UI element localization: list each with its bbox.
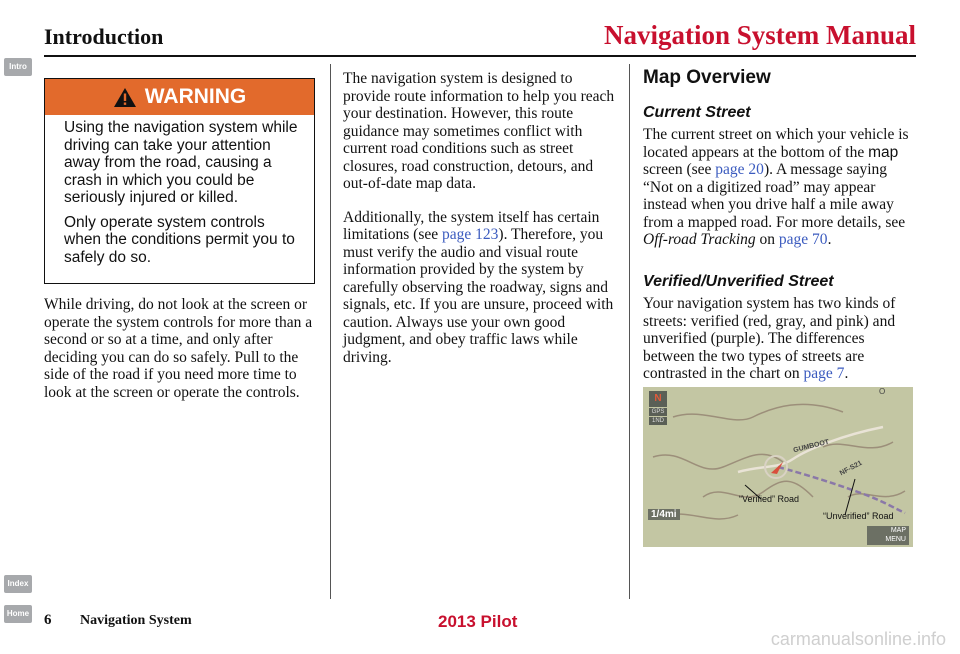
section-heading: Map Overview [643, 67, 771, 88]
home-tab[interactable]: Home [4, 605, 32, 623]
warning-box [44, 78, 315, 284]
road-name: GUMBOOT [792, 438, 830, 455]
warning-header [45, 79, 314, 115]
intro-tab[interactable]: Intro [4, 58, 32, 76]
section-title: Introduction [44, 24, 164, 49]
footer-title: Navigation System [80, 613, 192, 628]
header-divider [44, 55, 916, 57]
model-label: 2013 Pilot [438, 612, 518, 631]
gps-badge: GPS [649, 408, 667, 416]
paragraph: Your navigation system has two kinds of streets: verified (red, gray, and pink) and unverified (purple). The differences between the two types of streets are contrasted in the chart on page 7. [643, 295, 896, 382]
subsection-heading: Verified/Unverified Street [643, 273, 834, 290]
column-divider [330, 64, 331, 599]
page-link[interactable]: page 20 [715, 161, 764, 178]
page-link[interactable]: page 7 [803, 365, 845, 382]
warning-triangle-icon [113, 87, 137, 108]
map-menu-button[interactable]: MAP MENU [867, 526, 909, 545]
warning-body [45, 115, 314, 266]
column-1-text [44, 296, 318, 417]
paragraph: The current street on which your vehicle is located appears at the bottom of the map screen (see page 20). A message saying “Not on a digitized road” may appear instead when you drive half a mile away from a mapped road. For more details, see Off-road Tracking on page 70. [643, 126, 909, 248]
map-roads [643, 387, 913, 547]
column-2-text [343, 70, 619, 382]
subsection-heading: Current Street [643, 104, 751, 121]
manual-title: Navigation System Manual [603, 20, 916, 50]
column-divider [629, 64, 630, 599]
watermark: carmanualsonline.info [770, 629, 946, 649]
paragraph: The navigation system is designed to provide route information to help you reach your destination. However, this route guidance may sometimes conflict with current road conditions such as street closures, road construction, detours, and out-of-date map data. [343, 70, 615, 192]
road-name: NF-S21 [838, 459, 864, 478]
unverified-road-callout: “Unverified” Road [823, 511, 894, 521]
verified-street-text [643, 295, 919, 399]
verified-road-callout: “Verified” Road [739, 494, 800, 504]
warning-text: Only operate system controls when the conditions permit you to safely do so. [64, 213, 295, 266]
warning-label: WARNING [144, 85, 247, 108]
page-link[interactable]: page 70 [778, 231, 828, 248]
page-link[interactable]: page 123 [442, 226, 499, 243]
map-corner-label: O [879, 387, 886, 396]
index-tab[interactable]: Index [4, 575, 32, 593]
page-number: 6 [44, 612, 52, 628]
heading-badge: 1ND [649, 417, 667, 425]
paragraph: While driving, do not look at the screen or operate the system controls for more than a second or so at a time, and only after deciding you can do so safely. Pull to the side of the road if you need more time to look at the screen or operate the controls. [44, 296, 313, 401]
current-street-text [643, 126, 919, 265]
compass-icon: N [649, 391, 667, 407]
map-screenshot [643, 387, 913, 547]
paragraph: Additionally, the system itself has certain limitations (see page 123). Therefore, you must verify the audio and visual route information provided by the system by carefully observing the roadway, signs and signals, etc. If you are unsure, proceed with caution. Always use your own good judgment, and obey traffic laws while driving. [343, 208, 614, 366]
warning-text: Using the navigation system while driving can take your attention away from the road, causing a crash in which you could be seriously injured or killed. [64, 119, 298, 206]
map-scale: 1/4mi [648, 509, 680, 520]
